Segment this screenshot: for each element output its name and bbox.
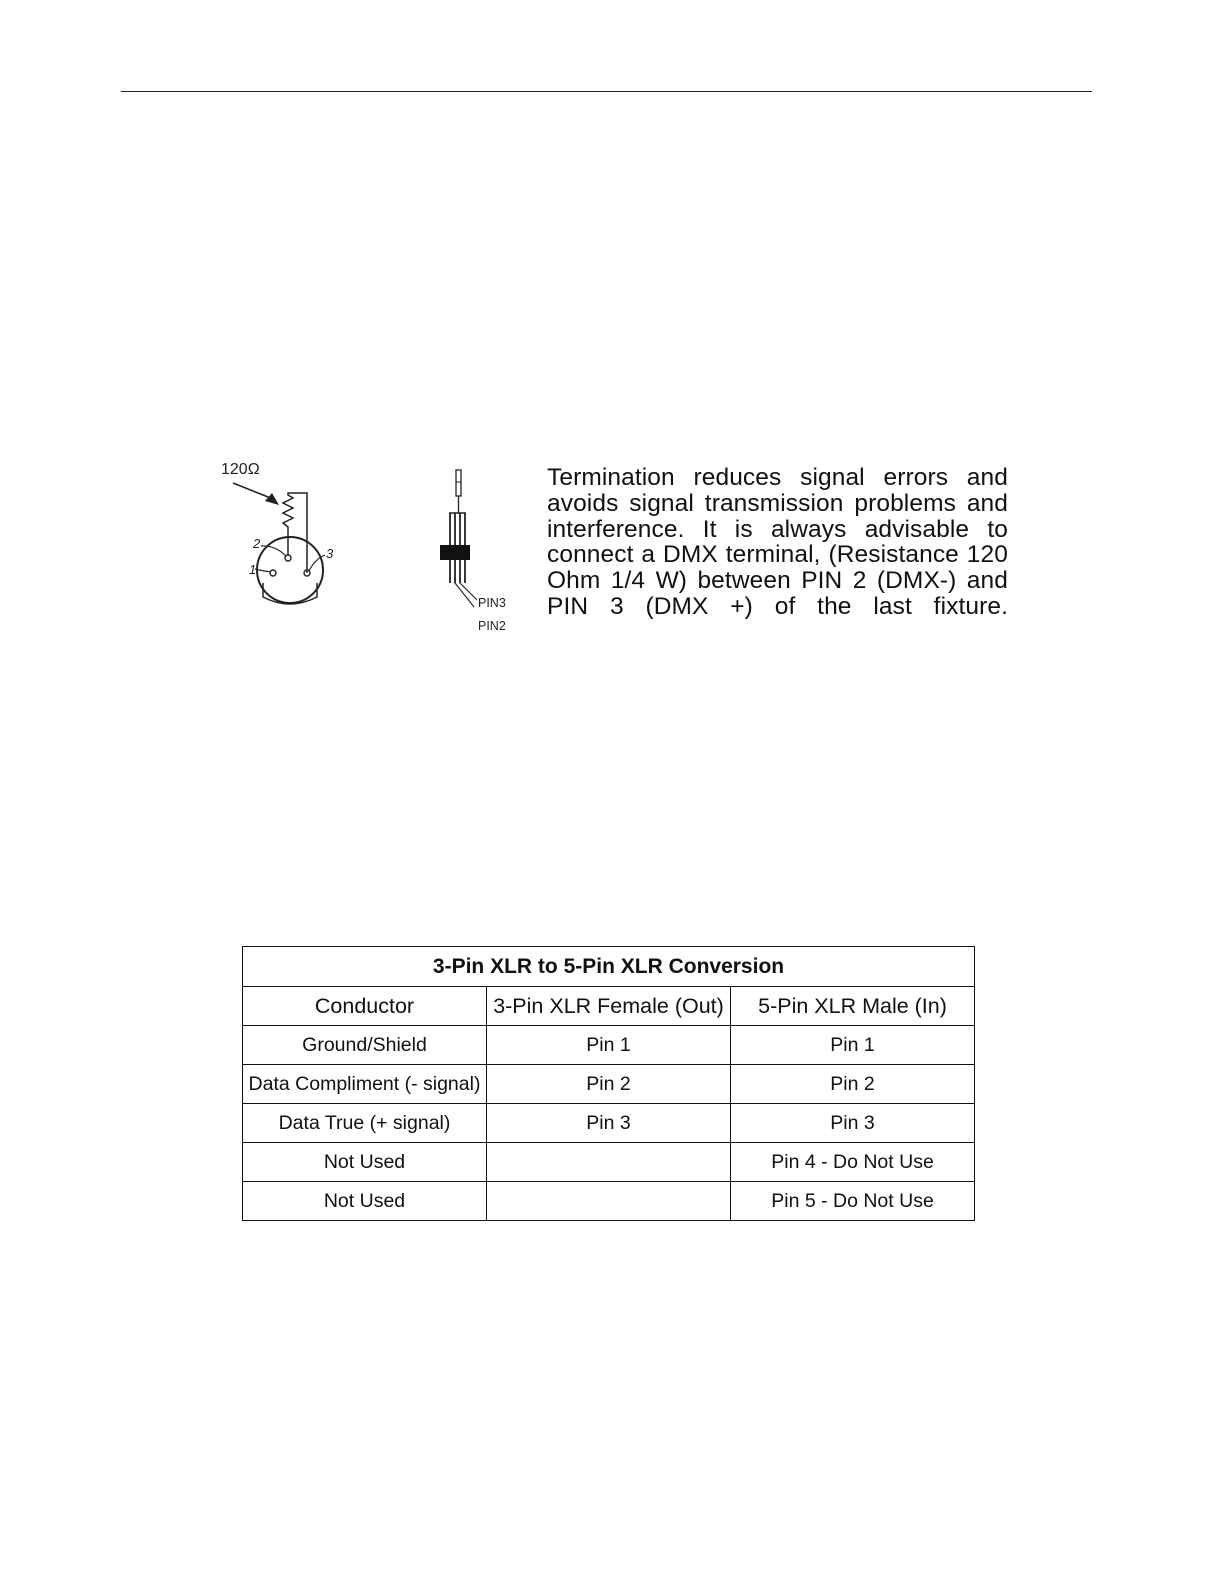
xlr-connector-outline (257, 537, 323, 603)
pin-label-3: 3 (326, 546, 334, 561)
table-row (243, 1065, 975, 1104)
column-header-5pin-male: 5-Pin XLR Male (In) (731, 987, 975, 1026)
pin2-leader (455, 583, 474, 607)
table-row (243, 1104, 975, 1143)
xlr-pin-1 (270, 570, 276, 576)
table-title: 3-Pin XLR to 5-Pin XLR Conversion (243, 947, 975, 987)
terminator-resistor-body (456, 470, 461, 496)
table-cell: Data Compliment (- signal) (243, 1065, 487, 1104)
resistor-arrow-head (265, 493, 279, 505)
xlr-conversion-table (242, 946, 975, 1221)
table-row (243, 1143, 975, 1182)
table-cell (487, 1143, 731, 1182)
table-cell: Not Used (243, 1143, 487, 1182)
column-header-3pin-female: 3-Pin XLR Female (Out) (487, 987, 731, 1026)
plug-pin3-label: PIN3 (478, 596, 506, 610)
header-rule (121, 91, 1092, 92)
pin-label-2: 2 (253, 536, 261, 551)
table-row (243, 1182, 975, 1221)
table-cell: Data True (+ signal) (243, 1104, 487, 1143)
table-cell: Pin 1 (731, 1026, 975, 1065)
table-cell: Pin 4 - Do Not Use (731, 1143, 975, 1182)
xlr-termination-diagram (215, 455, 525, 640)
termination-figure (215, 455, 1015, 640)
table-header-row (243, 987, 975, 1026)
pin-label-1: 1 (249, 562, 257, 577)
table-title-row (243, 947, 975, 987)
termination-note: Termination reduces signal errors and avoids signal transmission problems and interference. It is always advisable to connect a DMX terminal, (Resistance 120 Ohm 1/4 W) between PIN 2 (DMX-) and PIN 3 (DMX +) of the last fixture. (547, 464, 1008, 620)
table-cell: Pin 5 - Do Not Use (731, 1182, 975, 1221)
table-cell: Not Used (243, 1182, 487, 1221)
table-cell: Pin 3 (731, 1104, 975, 1143)
xlr-connector-illustration (215, 455, 525, 640)
table-cell: Pin 1 (487, 1026, 731, 1065)
resistor-label: 120Ω (221, 461, 260, 478)
plug-pin2-label: PIN2 (478, 619, 506, 633)
pin3-leader (460, 583, 477, 600)
column-header-conductor: Conductor (243, 987, 487, 1026)
terminator-housing (440, 545, 470, 560)
table-cell: Pin 2 (731, 1065, 975, 1104)
resistor-arrow-line (233, 483, 273, 499)
table-cell: Ground/Shield (243, 1026, 487, 1065)
table-cell: Pin 3 (487, 1104, 731, 1143)
xlr-connector-key (263, 583, 317, 604)
table-cell: Pin 2 (487, 1065, 731, 1104)
table-row (243, 1026, 975, 1065)
table-cell (487, 1182, 731, 1221)
